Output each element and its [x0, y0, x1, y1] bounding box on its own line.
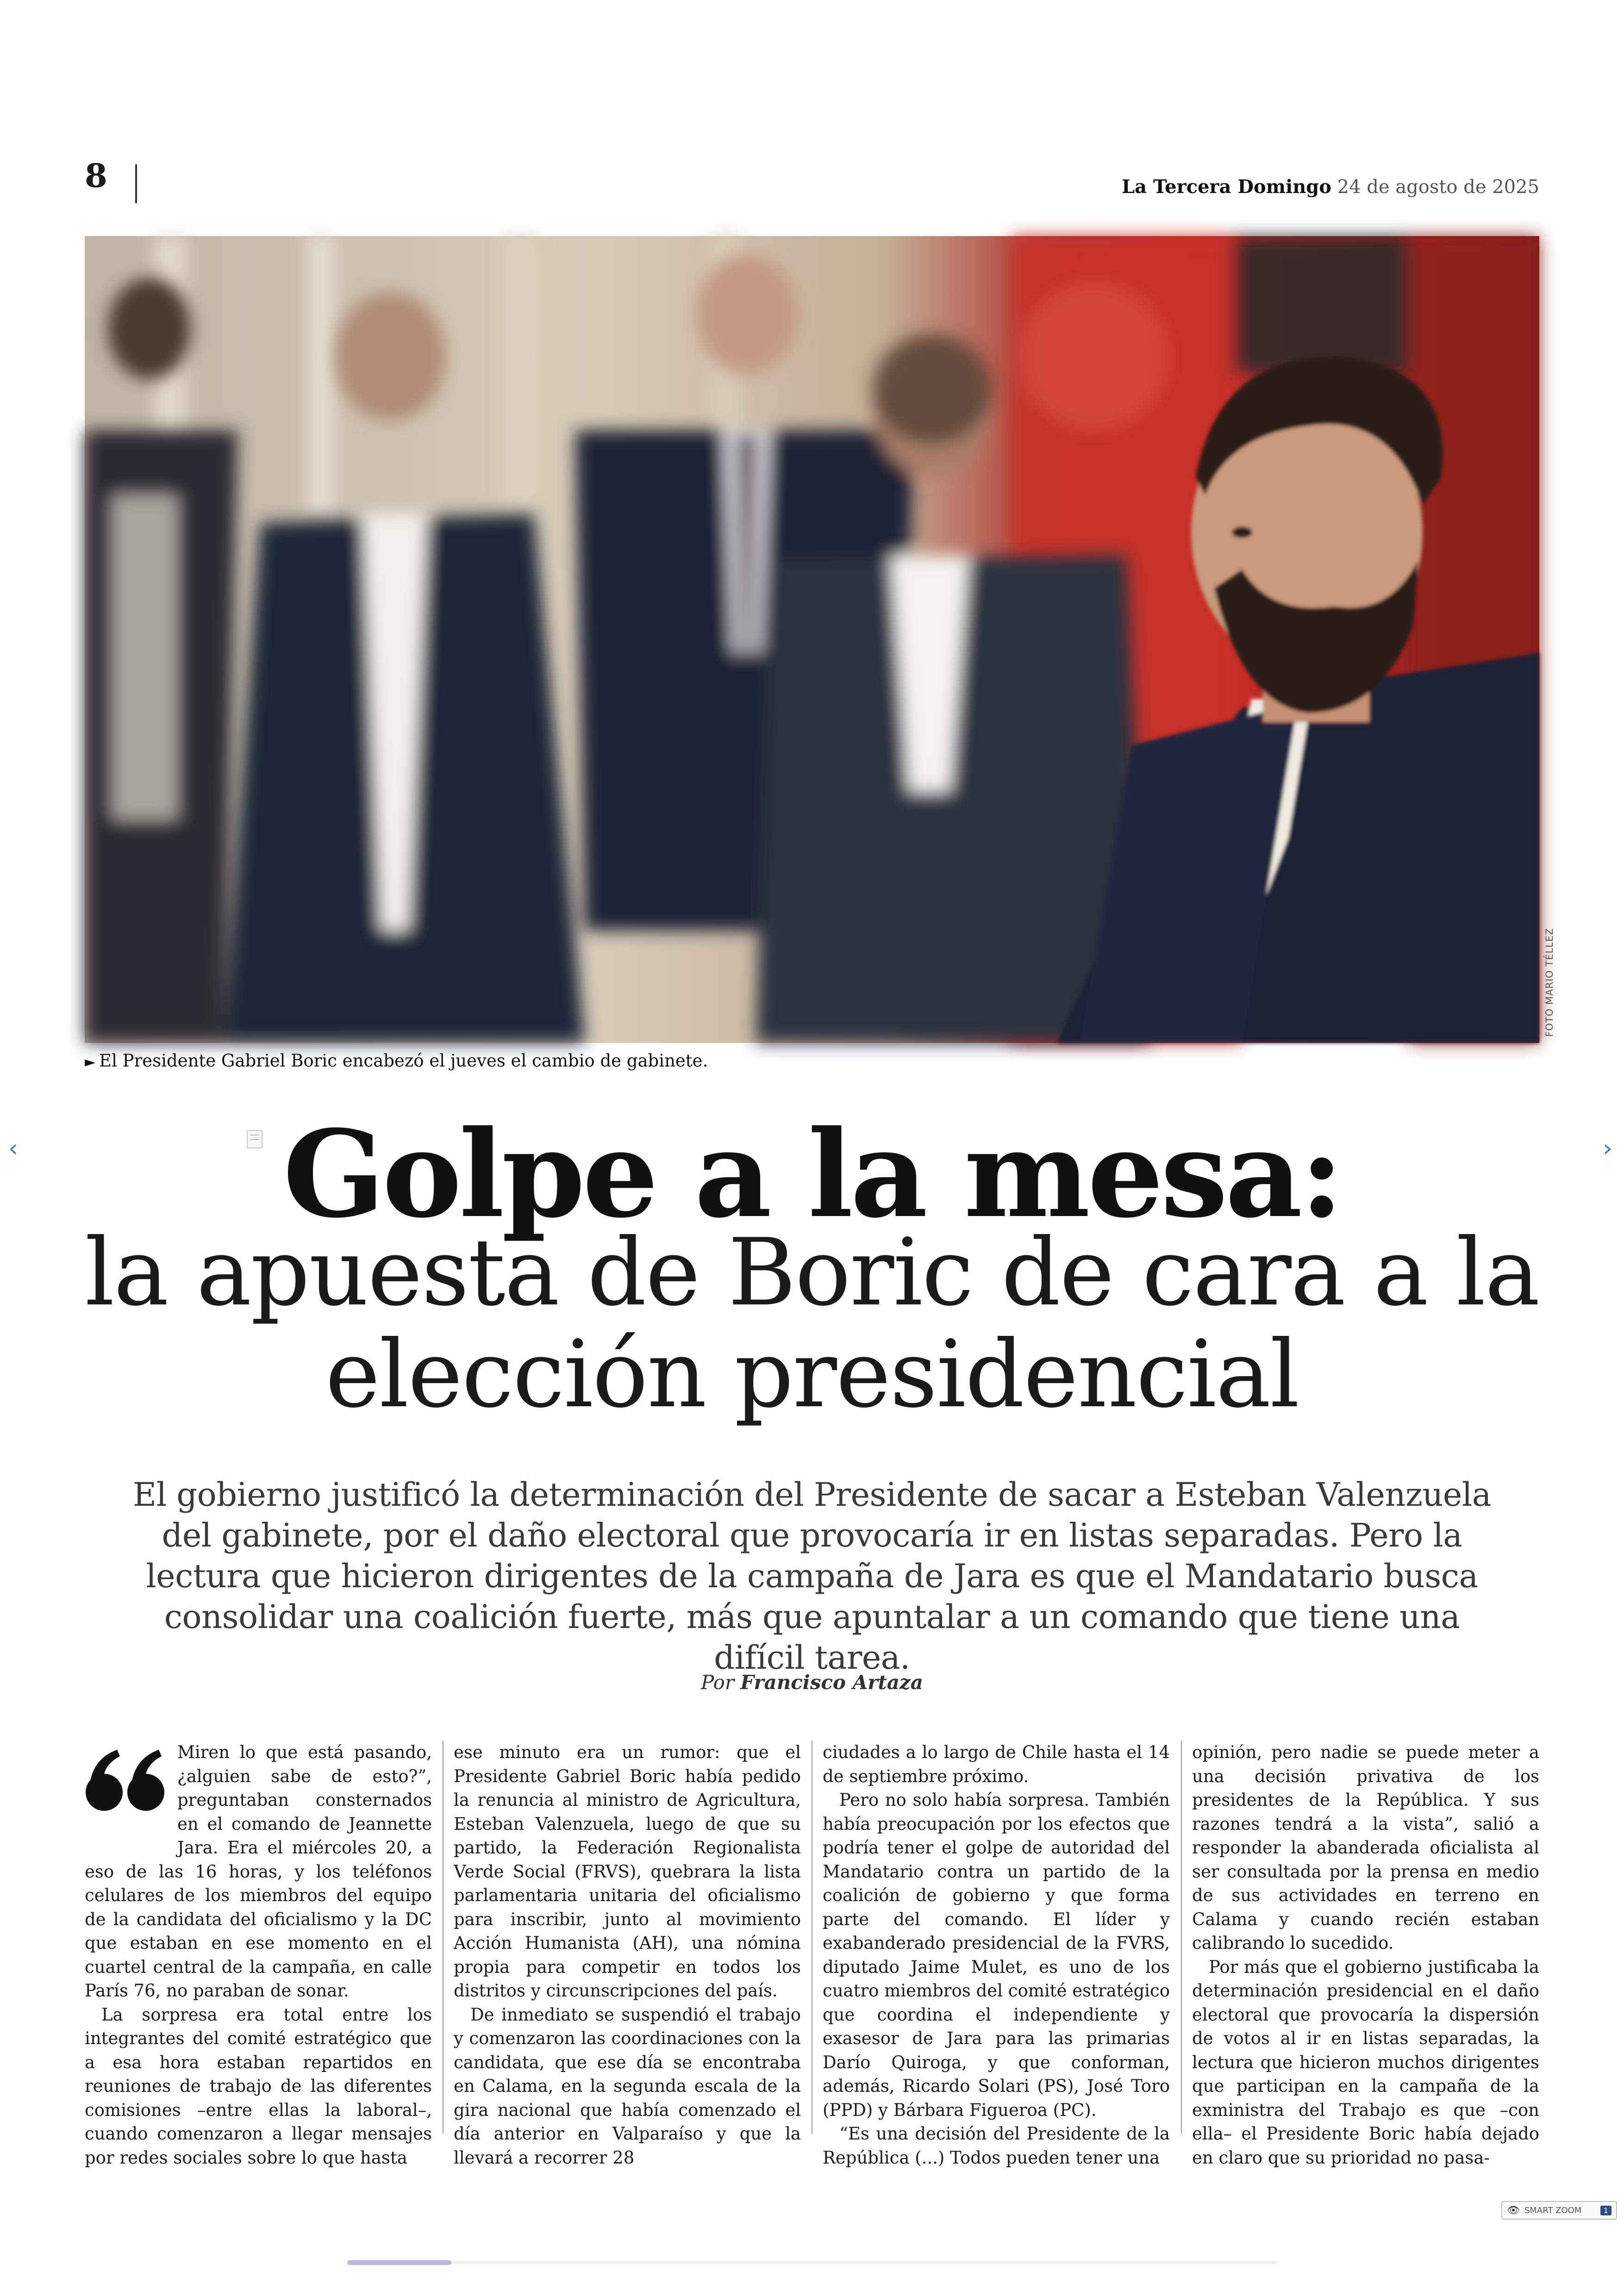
- article-paragraph: De inmediato se suspendió el trabajo y comenzaron las coordinaciones con la candidata, que ese día se encontraba en Calama, en la segunda escala de la gira nacional que había comenzado el día anterior en Valparaíso y que la llevará a recorrer 28: [454, 2004, 801, 2168]
- caption-arrow-icon: ►: [85, 1054, 96, 1070]
- page-number: 8: [85, 156, 107, 195]
- smart-zoom-button[interactable]: [1501, 2201, 1617, 2220]
- article-paragraph: Miren lo que está pasando, ¿alguien sabe de esto?”, preguntaban consternados en el comando de Jeannette Jara. Era el miércoles 20, a eso de las 16 horas, y los teléfonos celulares de los miembros del equipo de la candidata del oficialismo y la DC que estaban en ese momento en el cuartel central de la campaña, en calle París 76, no paraban de sonar.: [85, 1742, 432, 2001]
- publication-date: 24 de agosto de 2025: [1337, 176, 1539, 198]
- article-paragraph: ciudades a lo largo de Chile hasta el 14 de septiembre próximo.: [823, 1742, 1170, 1786]
- next-page-arrow-icon[interactable]: ›: [1603, 1135, 1612, 1162]
- article-body: [85, 1740, 1539, 2168]
- byline: [0, 1671, 1624, 1694]
- byline-author: Francisco Artaza: [740, 1671, 923, 1694]
- page-indicator: 1: [1600, 2206, 1612, 2215]
- photo-caption: [85, 1051, 708, 1071]
- lead-photo-illustration: [85, 236, 1539, 1043]
- horizontal-scrollbar[interactable]: [347, 2261, 1278, 2264]
- publication-name: La Tercera Domingo: [1121, 176, 1331, 198]
- eye-icon: 👁: [1507, 2204, 1520, 2216]
- article-column-3: [823, 1740, 1170, 2168]
- article-column-1: [85, 1740, 432, 2168]
- article-paragraph: Pero no solo había sorpresa. También había preocupación por los efectos que podría tener el golpe de autoridad del Mandatario contra un partido de la coalición de gobierno y que forma parte del comando. El líder y exabanderado presidencial de la FVRS, diputado Jaime Mulet, es uno de los cuatro miembros del comité estratégico que coordina el independiente y exasesor de Jara para las primarias Darío Quiroga, y que conforman, además, Ricardo Solari (PS), José Toro (PPD) y Bárbara Figueroa (PC).: [823, 1790, 1170, 2120]
- headline: Golpe a la mesa:: [283, 1104, 1341, 1244]
- scrollbar-thumb[interactable]: [347, 2260, 451, 2265]
- byline-prefix: Por: [700, 1671, 734, 1694]
- standfirst: El gobierno justificó la determinación del Presidente de sacar a Esteban Valenzuela del gabinete, por el daño electoral que provocaría ir en listas separadas. Pero la lectura que hicieron dirigentes de la campaña de Jara es que el Mandatario busca consolidar una coalición fuerte, más que apuntalar a un comando que tiene una difícil tarea.: [133, 1476, 1491, 1677]
- photo-credit: FOTO MARIO TÉLLEZ: [1544, 928, 1555, 1037]
- opening-quote-icon: [85, 1740, 173, 1838]
- article-paragraph: “Es una decisión del Presidente de la República (...) Todos pueden tener una: [823, 2124, 1170, 2168]
- photo-caption-text: El Presidente Gabriel Boric encabezó el jueves el cambio de gabinete.: [99, 1051, 708, 1071]
- article-paragraph: opinión, pero nadie se puede meter a una decisión privativa de los presidentes de la República. Y sus razones tendrá a la vista”, salió a responder la abanderada oficialista al ser consultada por la prensa en medio de sus actividades en terreno en Calama y cuando recién estaban calibrando lo sucedido.: [1192, 1742, 1539, 1953]
- masthead: [1122, 178, 1539, 196]
- column-divider: [1181, 1740, 1182, 2134]
- headline-subtitle: la apuesta de Boric de cara a la elección presidencial: [85, 1219, 1539, 1428]
- article-paragraph: ese minuto era un rumor: que el Presidente Gabriel Boric había pedido la renuncia al ministro de Agricultura, Esteban Valenzuela, luego de que su partido, la Federación Regionalista Verde Social (FRVS), quebrara la lista parlamentaria unitaria del oficialismo para inscribir, junto al movimiento Acción Humanista (AH), una nómina propia para competir en todos los distritos y circunscripciones del país.: [454, 1742, 801, 2001]
- article-column-2: [454, 1740, 801, 2168]
- smart-zoom-label: SMART ZOOM: [1524, 2205, 1582, 2215]
- lead-photo: [85, 236, 1539, 1043]
- previous-page-arrow-icon[interactable]: ‹: [8, 1135, 18, 1162]
- article-paragraph: La sorpresa era total entre los integrantes del comité estratégico que a esa hora estaban repartidos en reuniones de trabajo de las diferentes comisiones –entre ellas la laboral–, cuando comenzaron a llegar mensajes por redes sociales sobre lo que hasta: [85, 2004, 432, 2168]
- article-column-4: [1192, 1740, 1539, 2168]
- header-divider: [135, 164, 137, 203]
- article-paragraph: Por más que el gobierno justificaba la determinación presidencial en el daño electoral que provocaría la dispersión de votos al ir en listas separadas, la lectura que hicieron muchos dirigentes que participan en la campaña de la exministra del Trabajo es que –con ella– el Presidente Boric había dejado en claro que su prioridad no pasa-: [1192, 1957, 1539, 2168]
